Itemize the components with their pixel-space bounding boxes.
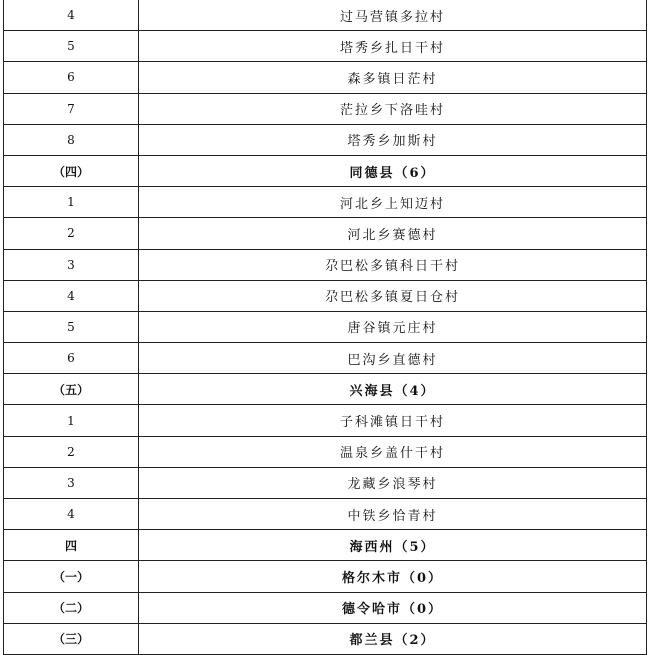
village-name-cell: 巴沟乡直德村	[139, 343, 647, 374]
section-name-cell: 兴海县（4）	[139, 374, 647, 405]
row-number-cell: 四	[4, 530, 139, 561]
village-name-cell: 尕巴松多镇科日干村	[139, 249, 647, 280]
row-number-cell: 6	[4, 343, 139, 374]
table-body	[4, 0, 647, 654]
row-number-cell: 4	[4, 280, 139, 311]
village-name-cell: 中铁乡恰青村	[139, 499, 647, 530]
table-row	[4, 62, 647, 93]
table-row	[4, 343, 647, 374]
table-section-row	[4, 374, 647, 405]
row-number-cell: 2	[4, 218, 139, 249]
table-section-row	[4, 530, 647, 561]
section-name-cell: 同德县（6）	[139, 155, 647, 186]
table-row	[4, 0, 647, 31]
row-number-cell: 7	[4, 93, 139, 124]
table-section-row	[4, 623, 647, 654]
row-number-cell: 4	[4, 0, 139, 31]
table-row	[4, 280, 647, 311]
table-row	[4, 499, 647, 530]
village-name-cell: 过马营镇多拉村	[139, 0, 647, 31]
table-row	[4, 249, 647, 280]
village-name-cell: 茫拉乡下洛哇村	[139, 93, 647, 124]
table-row	[4, 93, 647, 124]
village-name-cell: 子科滩镇日干村	[139, 405, 647, 436]
section-name-cell: 德令哈市（0）	[139, 592, 647, 623]
table-section-row	[4, 561, 647, 592]
table-row	[4, 218, 647, 249]
village-name-cell: 河北乡上知迈村	[139, 187, 647, 218]
table-row	[4, 31, 647, 62]
row-number-cell: （二）	[4, 592, 139, 623]
section-name-cell: 格尔木市（0）	[139, 561, 647, 592]
row-number-cell: 3	[4, 249, 139, 280]
row-number-cell: 1	[4, 187, 139, 218]
village-name-cell: 河北乡赛德村	[139, 218, 647, 249]
village-name-cell: 塔秀乡加斯村	[139, 124, 647, 155]
village-name-cell: 龙藏乡浪琴村	[139, 467, 647, 498]
table-row	[4, 467, 647, 498]
village-name-cell: 塔秀乡扎日干村	[139, 31, 647, 62]
table-row	[4, 311, 647, 342]
row-number-cell: （一）	[4, 561, 139, 592]
table-row	[4, 124, 647, 155]
table-row	[4, 436, 647, 467]
section-name-cell: 都兰县（2）	[139, 623, 647, 654]
village-name-cell: 尕巴松多镇夏日仓村	[139, 280, 647, 311]
village-name-cell: 森多镇日茫村	[139, 62, 647, 93]
table-section-row	[4, 592, 647, 623]
table-row	[4, 405, 647, 436]
row-number-cell: （三）	[4, 623, 139, 654]
village-name-cell: 唐谷镇元庄村	[139, 311, 647, 342]
row-number-cell: （四）	[4, 155, 139, 186]
row-number-cell: 8	[4, 124, 139, 155]
row-number-cell: 1	[4, 405, 139, 436]
section-name-cell: 海西州（5）	[139, 530, 647, 561]
row-number-cell: 6	[4, 62, 139, 93]
row-number-cell: 2	[4, 436, 139, 467]
row-number-cell: （五）	[4, 374, 139, 405]
row-number-cell: 4	[4, 499, 139, 530]
row-number-cell: 3	[4, 467, 139, 498]
row-number-cell: 5	[4, 31, 139, 62]
village-name-cell: 温泉乡盖什干村	[139, 436, 647, 467]
row-number-cell: 5	[4, 311, 139, 342]
village-list-table	[3, 0, 647, 655]
table-row	[4, 187, 647, 218]
table-section-row	[4, 155, 647, 186]
